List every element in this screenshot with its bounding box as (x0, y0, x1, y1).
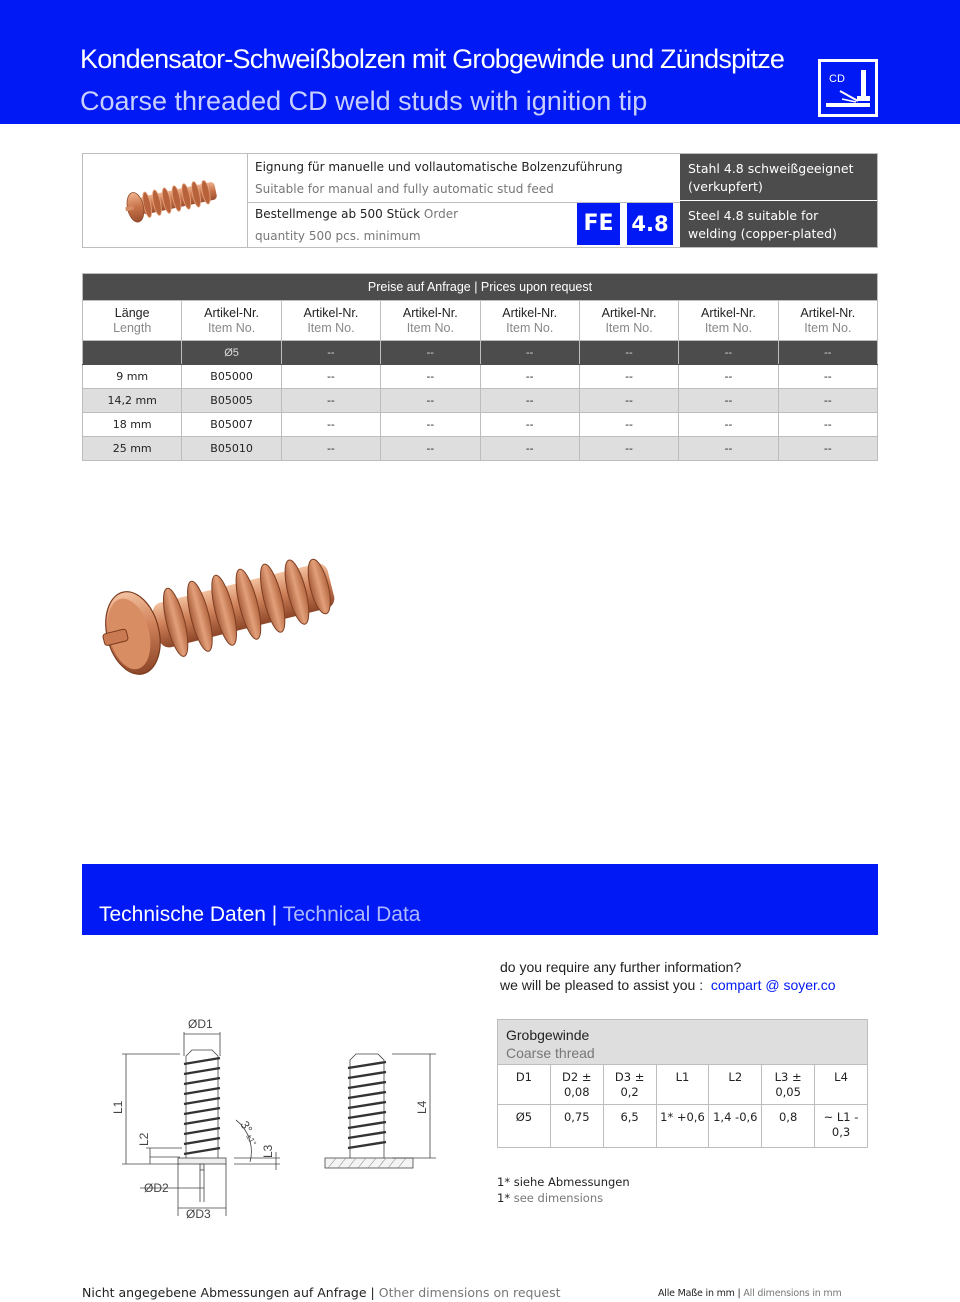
table-cell: -- (480, 365, 579, 389)
product-info-box (82, 153, 878, 248)
cd-icon-label: CD (829, 73, 845, 85)
thread-header-row (498, 1065, 868, 1105)
column-header: Länge Length (83, 301, 182, 341)
table-cell: -- (778, 437, 877, 461)
table-cell: -- (778, 413, 877, 437)
table-cell: -- (381, 341, 480, 365)
contact-info (500, 958, 836, 994)
table-cell: 18 mm (83, 413, 182, 437)
table-cell: -- (281, 365, 380, 389)
table-cell: 25 mm (83, 437, 182, 461)
table-cell: -- (778, 341, 877, 365)
column-header: L3 ± 0,05 (762, 1065, 815, 1105)
dim-d1-label: ØD1 (188, 1017, 213, 1031)
table-cell: 1,4 -0,6 (709, 1105, 762, 1148)
table-cell: -- (480, 413, 579, 437)
table-cell (83, 341, 182, 365)
column-header: D3 ± 0,2 (603, 1065, 656, 1105)
column-header: D1 (498, 1065, 551, 1105)
table-cell: B05005 (182, 389, 281, 413)
table-cell: -- (480, 437, 579, 461)
footer-separator: | (370, 1285, 375, 1300)
table-row (83, 437, 878, 461)
footer-note-de: Nicht angegebene Abmessungen auf Anfrage (82, 1285, 367, 1300)
table-cell: -- (679, 389, 778, 413)
dim-l2-label: L2 (137, 1132, 151, 1146)
footer-note-en: Other dimensions on request (378, 1285, 561, 1300)
table-row (83, 413, 878, 437)
table-cell: -- (480, 389, 579, 413)
footer-units-en: All dimensions in mm (743, 1288, 842, 1299)
order-quantity-en-a: Order (423, 207, 459, 221)
diameter-row (83, 341, 878, 365)
table-cell: B05000 (182, 365, 281, 389)
table-cell: -- (281, 389, 380, 413)
column-header: L2 (709, 1065, 762, 1105)
table-row (83, 389, 878, 413)
table-cell: -- (381, 365, 480, 389)
order-quantity-en-b: quantity 500 pcs. minimum (255, 229, 421, 243)
footer-units-de: Alle Maße in mm (658, 1288, 735, 1299)
feed-suitability-cell (248, 154, 683, 203)
thread-title-en: Coarse thread (506, 1045, 595, 1061)
contact-line-1: do you require any further information? (500, 959, 742, 975)
table-cell: -- (579, 365, 678, 389)
column-header: Artikel-Nr. Item No. (679, 301, 778, 341)
footnote (497, 1174, 630, 1206)
table-cell: -- (381, 413, 480, 437)
grade-badge: 4.8 (627, 203, 673, 245)
footnote-de: 1* siehe Abmessungen (497, 1175, 630, 1189)
table-cell: -- (679, 341, 778, 365)
thread-value-row (498, 1105, 868, 1148)
table-cell: 9 mm (83, 365, 182, 389)
order-quantity-cell (248, 201, 585, 249)
thread-title-de: Grobgewinde (506, 1027, 590, 1043)
stud-thumbnail-image (83, 154, 247, 247)
column-header: Artikel-Nr. Item No. (778, 301, 877, 341)
table-cell: ~ L1 - 0,3 (815, 1105, 868, 1148)
feed-suitability-de: Eignung für manuelle und vollautomatische Bolzenzuführung (255, 160, 623, 174)
cd-welding-icon (818, 59, 878, 117)
dim-angle-label: 3° (237, 1118, 256, 1136)
material-description-en: Steel 4.8 suitable for welding (copper-plated) (680, 201, 877, 247)
product-thumbnail (83, 154, 248, 247)
column-header: Artikel-Nr. Item No. (281, 301, 380, 341)
table-cell: Ø5 (498, 1105, 551, 1148)
order-quantity-de: Bestellmenge ab 500 Stück (255, 207, 421, 221)
table-cell: -- (679, 365, 778, 389)
dim-l3-label: L3 (261, 1144, 275, 1158)
technical-drawing (100, 1012, 440, 1230)
price-table (82, 273, 878, 461)
footer-note (82, 1285, 561, 1300)
stud-product-image (96, 530, 346, 690)
contact-email-link[interactable]: compart @ soyer.co (710, 977, 836, 993)
table-cell: -- (281, 437, 380, 461)
table-cell: -- (778, 365, 877, 389)
column-header: Artikel-Nr. Item No. (579, 301, 678, 341)
table-cell: B05010 (182, 437, 281, 461)
column-header: Artikel-Nr. Item No. (182, 301, 281, 341)
column-header: L4 (815, 1065, 868, 1105)
table-cell: -- (778, 389, 877, 413)
dim-d2-label: ØD2 (144, 1181, 169, 1195)
table-cell: Ø5 (182, 341, 281, 365)
table-cell: 0,75 (550, 1105, 603, 1148)
dim-l1-label: L1 (111, 1100, 125, 1114)
table-cell: -- (480, 341, 579, 365)
dim-d3-label: ØD3 (186, 1207, 211, 1221)
thread-table-title (498, 1020, 868, 1065)
column-header: L1 (656, 1065, 709, 1105)
table-row (83, 365, 878, 389)
table-cell: -- (679, 413, 778, 437)
footer-units-note (658, 1288, 842, 1299)
table-cell: -- (579, 437, 678, 461)
material-badge: FE (577, 203, 620, 245)
technical-data-title-en: Technical Data (282, 903, 421, 926)
dim-l4-label: L4 (415, 1100, 429, 1114)
title-separator: | (271, 903, 278, 926)
contact-line-2: we will be pleased to assist you : (500, 977, 704, 993)
table-cell: -- (281, 413, 380, 437)
page-title-de: Kondensator-Schweißbolzen mit Grobgewinde und Zündspitze (80, 44, 785, 74)
technical-data-title (99, 903, 420, 927)
column-header: D2 ± 0,08 (550, 1065, 603, 1105)
thread-data-table (497, 1019, 868, 1148)
table-cell: 6,5 (603, 1105, 656, 1148)
footnote-en: see dimensions (513, 1191, 604, 1205)
footer-units-separator: | (737, 1288, 741, 1299)
table-cell: -- (579, 341, 678, 365)
material-description-de: Stahl 4.8 schweißgeeignet (verkupfert) (680, 154, 877, 200)
price-table-caption: Preise auf Anfrage | Prices upon request (83, 274, 878, 301)
footnote-en-prefix: 1* (497, 1191, 511, 1205)
technical-data-title-de: Technische Daten (99, 903, 266, 926)
table-cell: 14,2 mm (83, 389, 182, 413)
column-header: Artikel-Nr. Item No. (480, 301, 579, 341)
table-cell: B05007 (182, 413, 281, 437)
table-cell: -- (381, 389, 480, 413)
page-title-en: Coarse threaded CD weld studs with ignition tip (80, 86, 648, 116)
table-cell: -- (281, 341, 380, 365)
feed-suitability-en: Suitable for manual and fully automatic stud feed (255, 182, 554, 196)
table-cell: -- (381, 437, 480, 461)
column-header: Artikel-Nr. Item No. (381, 301, 480, 341)
table-cell: -- (579, 413, 678, 437)
table-cell: 0,8 (762, 1105, 815, 1148)
table-cell: 1* +0,6 (656, 1105, 709, 1148)
table-cell: -- (679, 437, 778, 461)
price-table-header-row (83, 301, 878, 341)
table-cell: -- (579, 389, 678, 413)
dim-angle-tolerance: ±1° (244, 1132, 259, 1148)
